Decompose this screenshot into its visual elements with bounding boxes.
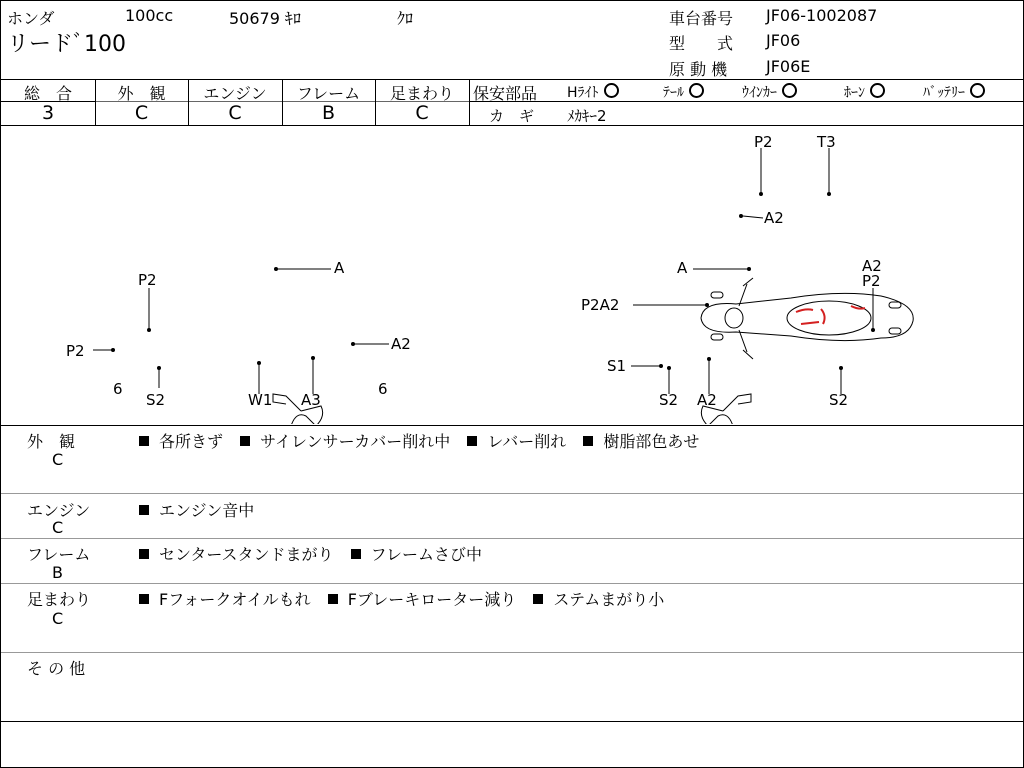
section-grade: C [52, 518, 64, 537]
safety-item-headlight [567, 82, 619, 102]
grade-value-engine: C [228, 102, 242, 124]
safety-item-label: ﾃｰﾙ [663, 85, 684, 101]
section-items [139, 587, 676, 610]
divider [1, 79, 1023, 80]
safety-item-label: ﾊﾞｯﾃﾘｰ [923, 85, 965, 101]
ok-circle-icon [689, 83, 704, 98]
scooter-right-view-icon [645, 394, 919, 424]
section-label: 外 観 [27, 432, 76, 451]
diagram-label: A3 [301, 391, 321, 409]
ok-circle-icon [604, 83, 619, 98]
section-label: そ の 他 [27, 659, 86, 678]
type-value: JF06 [766, 31, 801, 50]
grade-value-frame: B [321, 102, 336, 124]
type-label: 型 式 [669, 34, 734, 53]
diagram-label: A [677, 259, 688, 277]
safety-title: 保安部品 [473, 84, 538, 103]
ok-circle-icon [782, 83, 797, 98]
diagram-label: T3 [817, 133, 836, 151]
section-items [139, 498, 266, 521]
section-grade: C [52, 450, 64, 469]
divider [1, 721, 1023, 722]
bullet-square-icon [467, 436, 477, 446]
scooter-left-view-icon [105, 394, 371, 424]
diagram-label: W1 [248, 391, 273, 409]
remark-item: 樹脂部色あせ [603, 432, 700, 451]
diagram-label: A2 [764, 209, 784, 227]
ok-circle-icon [970, 83, 985, 98]
scooter-top-view-icon [701, 278, 913, 359]
remark-item: ステムまがり小 [553, 590, 665, 609]
remark-item: Fフォークオイルもれ [159, 590, 311, 609]
ok-circle-icon [870, 83, 885, 98]
safety-item-horn [844, 82, 885, 102]
grade-label-overall: 総 合 [23, 84, 72, 103]
divider [1, 425, 1023, 426]
diagram-label: 6 [113, 380, 123, 398]
remark-item: フレームさび中 [370, 545, 483, 564]
bullet-square-icon [533, 594, 543, 604]
diagram-label: A2 [697, 391, 717, 409]
divider [1, 583, 1023, 584]
grade-label-engine: エンジン [203, 84, 267, 103]
section-grade: C [52, 609, 64, 628]
diagram-label: S2 [146, 391, 166, 409]
bullet-square-icon [328, 594, 338, 604]
section-grade: B [52, 563, 63, 582]
divider [1, 652, 1023, 653]
mileage: 50679 ｷﾛ [229, 9, 301, 28]
section-label: フレーム [27, 545, 91, 564]
engine-label: 原 動 機 [669, 60, 728, 79]
grade-value-overall: 3 [41, 102, 55, 124]
safety-item-taillight [663, 82, 704, 102]
bullet-square-icon [139, 549, 149, 559]
safety-item-label: ﾎｰﾝ [844, 85, 865, 101]
diagram-label: P2 [66, 342, 85, 360]
bullet-square-icon [583, 436, 593, 446]
diagram-label: S2 [829, 391, 849, 409]
bullet-square-icon [139, 594, 149, 604]
leader-lines [93, 148, 873, 394]
damage-mark-icon [796, 306, 865, 324]
section-label: 足まわり [27, 590, 92, 609]
grade-label-frame: フレーム [296, 84, 361, 103]
grade-value-suspension: C [415, 102, 429, 124]
key-value: ﾒｶｷｰ2 [567, 107, 607, 125]
section-label: エンジン [27, 501, 91, 520]
diagram-label: P2 [862, 272, 881, 290]
bullet-square-icon [351, 549, 361, 559]
maker: ホンダ [7, 9, 55, 28]
bullet-square-icon [240, 436, 250, 446]
diagram-label: 6 [378, 380, 388, 398]
diagram-label: S1 [607, 357, 627, 375]
diagram-label: P2A2 [581, 296, 620, 314]
grade-label-suspension: 足まわり [389, 84, 454, 103]
grade-value-exterior: C [134, 102, 149, 124]
divider [1, 493, 1023, 494]
diagram-label: P2 [754, 133, 773, 151]
divider [469, 79, 470, 125]
remark-item: センタースタンドまがり [159, 545, 334, 564]
grade-label-exterior: 外 観 [117, 84, 166, 103]
diagram-label: A2 [862, 257, 882, 275]
diagram-label: A [334, 259, 345, 277]
diagram-label: P2 [138, 271, 157, 289]
section-items [139, 429, 711, 452]
remark-item: サイレンサーカバー削れ中 [260, 432, 451, 451]
point-markers [111, 192, 875, 370]
safety-item-label: Hﾗｲﾄ [567, 85, 599, 101]
remark-item: レバー削れ [487, 432, 567, 451]
displacement: 100cc [125, 6, 174, 25]
frame-no-label: 車台番号 [669, 9, 734, 28]
frame-no: JF06-1002087 [766, 6, 878, 25]
section-items [139, 542, 494, 565]
safety-item-battery [923, 82, 985, 102]
key-label: カ ギ [489, 107, 535, 125]
divider [1, 538, 1023, 539]
diagram-label: A2 [391, 335, 411, 353]
bullet-square-icon [139, 505, 149, 515]
model-name: リードﾞ100 [7, 32, 126, 57]
engine-value: JF06E [766, 57, 811, 76]
bullet-square-icon [139, 436, 149, 446]
remark-item: Fブレーキローター減り [347, 590, 517, 609]
diagram-label: S2 [659, 391, 679, 409]
remark-item: エンジン音中 [159, 501, 255, 520]
safety-item-label: ｳｲﾝｶｰ [742, 85, 777, 101]
color: ｸﾛ [397, 9, 414, 28]
safety-item-winker [742, 82, 797, 102]
remark-item: 各所きず [159, 432, 224, 451]
